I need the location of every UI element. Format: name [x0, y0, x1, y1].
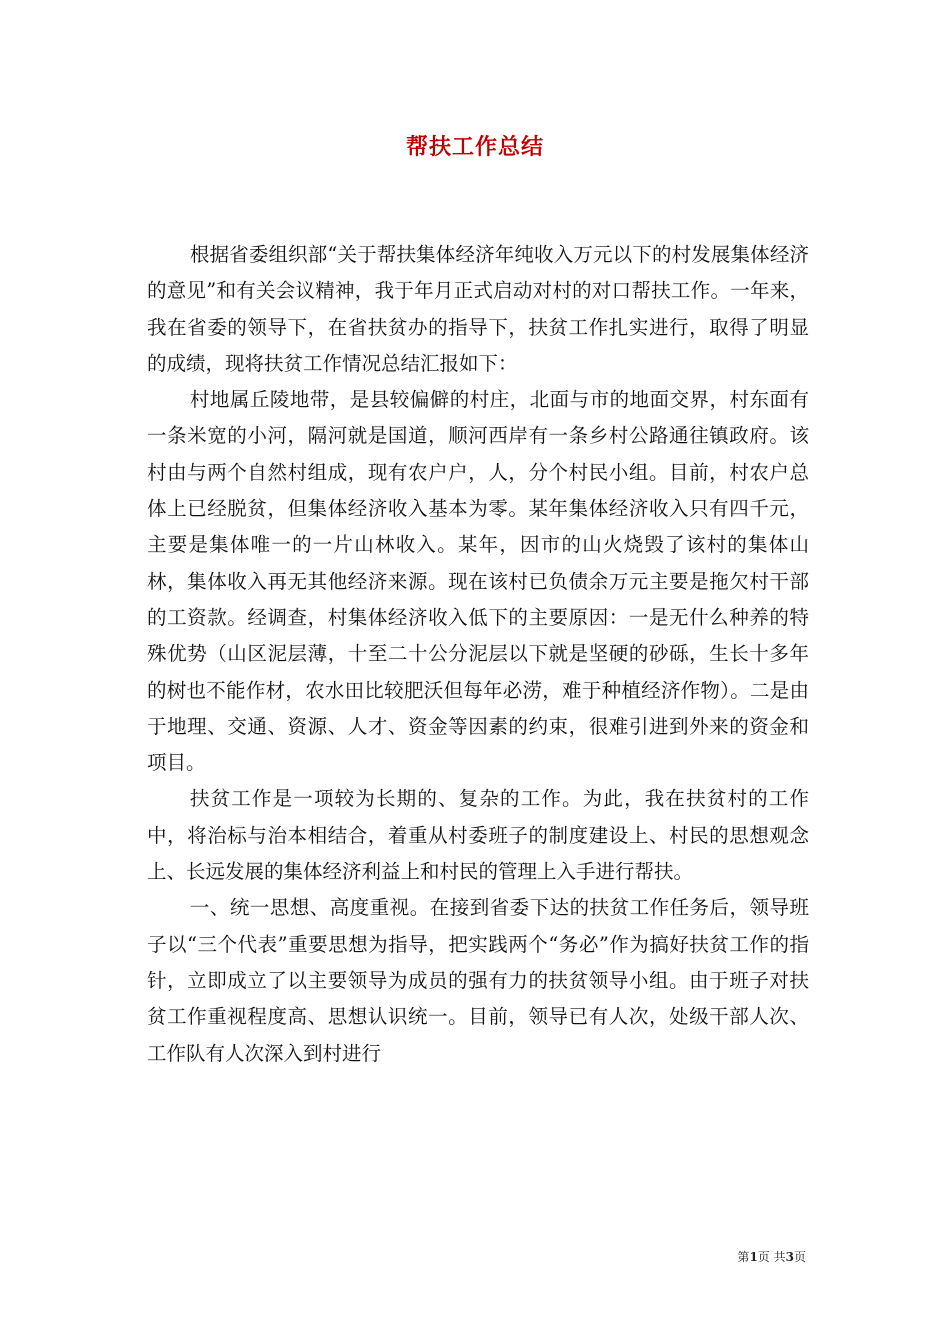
paragraph-intro: 根据省委组织部“关于帮扶集体经济年纯收入万元以下的村发展集体经济的意见”和有关会议精神，我于年月正式启动对村的对口帮扶工作。一年来，我在省委的领导下，在省扶贫办的指导下，扶贫工作扎实进行，取得了明显的成绩，现将扶贫工作情况总结汇报如下：	[147, 243, 809, 375]
footer-prefix: 第	[737, 1250, 750, 1264]
paragraph-section-one: 一、统一思想、高度重视。在接到省委下达的扶贫工作任务后，领导班子以“三个代表”重要思想为指导，把实践两个“务必”作为搞好扶贫工作的指针，立即成立了以主要领导为成员的强有力的扶贫领导小组。由于班子对扶贫工作重视程度高、思想认识统一。目前，领导已有人次，处级干部人次、工作队有人次深入到村进行	[147, 896, 809, 1065]
document-title: 帮扶工作总结	[405, 134, 544, 160]
footer-suffix: 页	[793, 1250, 806, 1264]
footer-current-page: 1	[749, 1250, 758, 1264]
footer-middle: 页 共	[757, 1250, 786, 1264]
paragraph-village-overview: 村地属丘陵地带，是县较偏僻的村庄，北面与市的地面交界，村东面有一条米宽的小河，隔河就是国道，顺河西岸有一条乡村公路通往镇政府。该村由与两个自然村组成，现有农户户，人，分个村民小组。目前，村农户总体上已经脱贫，但集体经济收入基本为零。某年集体经济收入只有四千元，主要是集体唯一的一片山林收入。某年，因市的山火烧毁了该村的集体山林，集体收入再无其他经济来源。现在该村已负债余万元主要是拖欠村干部的工资款。经调查，村集体经济收入低下的主要原因：一是无什么种养的特殊优势（山区泥层薄，十至二十公分泥层以下就是坚硬的砂砾，生长十多年的树也不能作材，农水田比较肥沃但每年必涝，难于种植经济作物）。二是由于地理、交通、资源、人才、资金等因素的约束，很难引进到外来的资金和项目。	[147, 388, 809, 775]
page-number-footer	[737, 1248, 806, 1265]
footer-total-pages: 3	[785, 1250, 794, 1264]
paragraph-work-approach: 扶贫工作是一项较为长期的、复杂的工作。为此，我在扶贫村的工作中，将治标与治本相结合，着重从村委班子的制度建设上、村民的思想观念上、长远发展的集体经济利益上和村民的管理上入手进行帮扶。	[147, 787, 809, 884]
document-body	[147, 237, 809, 1072]
